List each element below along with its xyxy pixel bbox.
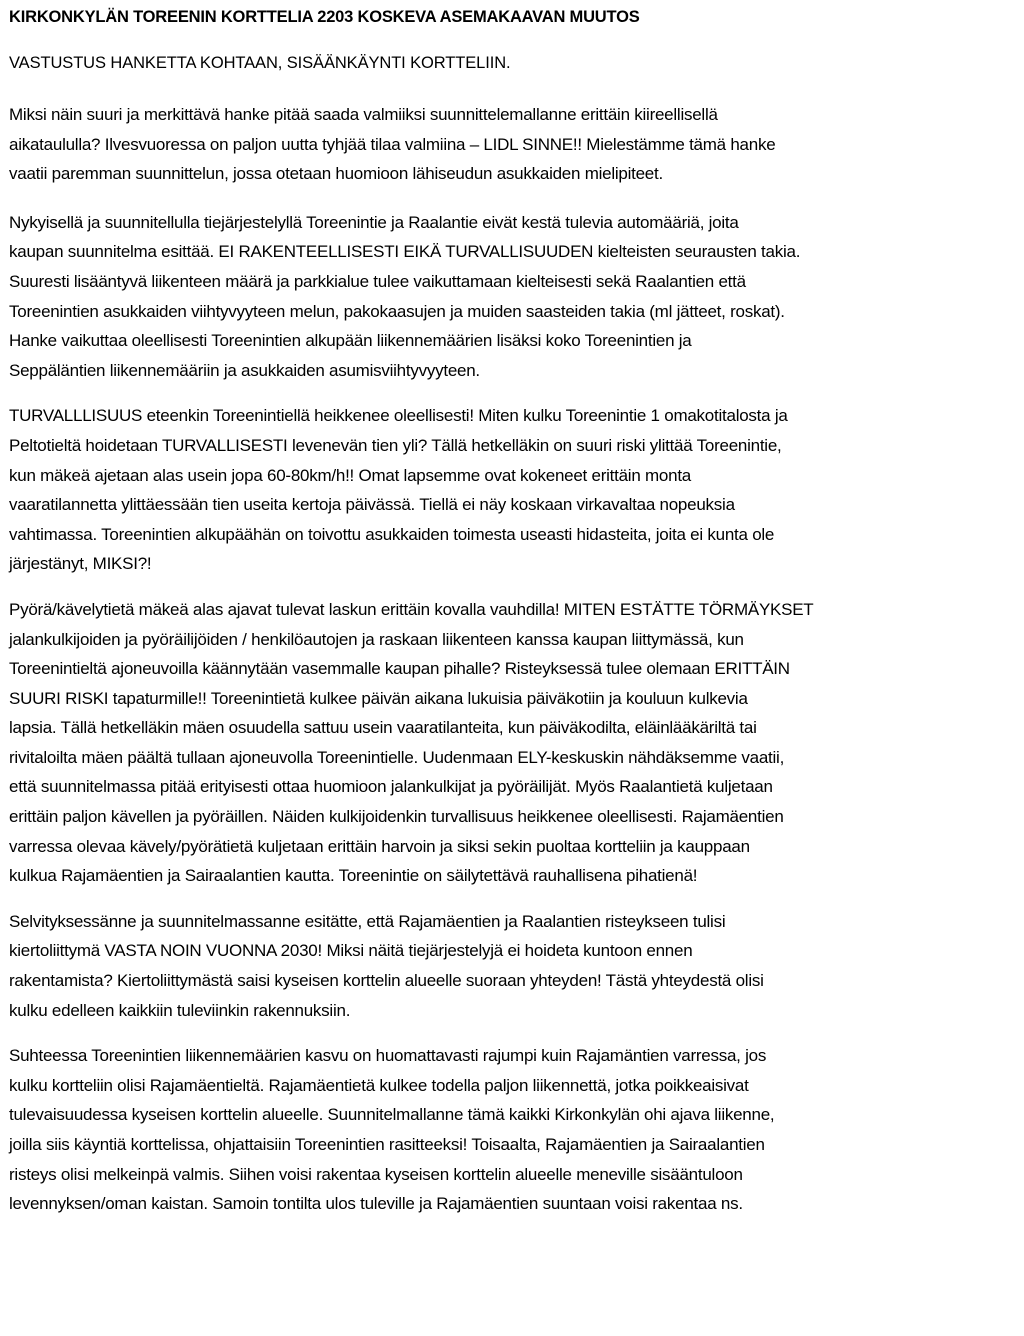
text-line: järjestänyt, MIKSI?! — [9, 554, 152, 574]
text-line: Toreenintien asukkaiden viihtyvyyteen melun, pakokaasujen ja muiden saasteiden takia (ml jätteet, roskat). — [9, 301, 785, 321]
text-line: aikataululla? Ilvesvuoressa on paljon uutta tyhjää tilaa valmiina – LIDL SINNE!! Mielestämme tämä hanke — [9, 134, 776, 154]
text-line: risteys olisi melkeinpä valmis. Siihen voisi rakentaa kyseisen korttelin alueelle meneville sisääntuloon — [9, 1164, 743, 1184]
text-line: vaaratilannetta ylittäessään tien useita kertoja päivässä. Tiellä ei näy koskaan virkavaltaa nopeuksia — [9, 495, 735, 515]
text-line: Toreenintieltä ajoneuvoilla käännytään vasemmalle kaupan pihalle? Risteyksessä tulee olemaan ERITTÄIN — [9, 659, 790, 679]
text-line: vahtimassa. Toreenintien alkupäähän on toivottu asukkaiden toimesta useasti hidasteita, joita ei kunta ole — [9, 524, 775, 544]
text-line: kaupan suunnitelma esittää. EI RAKENTEELLISESTI EIKÄ TURVALLISUUDEN kielteisten seurausten takia. — [9, 242, 801, 262]
text-line: kiertoliittymä VASTA NOIN VUONNA 2030! Miksi näitä tiejärjestelyjä ei hoideta kuntoon ennen — [9, 941, 693, 961]
text-line: jalankulkijoiden ja pyöräilijöiden / henkilöautojen ja raskaan liikenteen kanssa kaupan liittymässä, kun — [9, 629, 744, 649]
text-line: että suunnitelmassa pitää erityisesti ottaa huomioon jalankulkijat ja pyöräilijät. Myös Raalantietä kuljetaan — [9, 777, 773, 797]
text-line: levennyksen/oman kaistan. Samoin tontilta ulos tuleville ja Rajamäentien suuntaan voisi rakentaa ns. — [9, 1194, 743, 1214]
text-line: Suhteessa Toreenintien liikennemäärien kasvu on huomattavasti rajumpi kuin Rajamäntien varressa, jos — [9, 1046, 767, 1066]
text-line: kun mäkeä ajetaan alas usein jopa 60-80km/h!! Omat lapsemme ovat kokeneet erittäin monta — [9, 465, 691, 485]
text-line: kulku kortteliin olisi Rajamäentieltä. Rajamäentietä kulkee todella paljon liikennettä, jotka poikkeaisivat — [9, 1075, 749, 1095]
text-line: lapsia. Tällä hetkelläkin mäen osuudella sattuu usein vaaratilanteita, kun päiväkodilta, eläinlääkäriltä tai — [9, 718, 757, 738]
text-line: kulku edelleen kaikkiin tuleviinkin rakennuksiin. — [9, 1000, 351, 1020]
text-line: Miksi näin suuri ja merkittävä hanke pitää saada valmiiksi suunnittelemallanne erittäin kiireellisellä — [9, 105, 718, 124]
text-line: Pyörä/kävelytietä mäkeä alas ajavat tulevat laskun erittäin kovalla vauhdilla! MITEN ESTÄTTE TÖRMÄYKSET — [9, 599, 814, 619]
text-line: Selvityksessänne ja suunnitelmassanne esitätte, että Rajamäentien ja Raalantien risteykseen tulisi — [9, 911, 726, 931]
text-line: Nykyisellä ja suunnitellulla tiejärjestelyllä Toreenintie ja Raalantie eivät kestä tulevia automääriä, joita — [9, 212, 739, 232]
document-subtitle: VASTUSTUS HANKETTA KOHTAAN, SISÄÄNKÄYNTI KORTTELIIN. — [9, 54, 511, 72]
paragraph-1 — [9, 100, 1019, 189]
text-line: rivitaloilta mäen päältä tullaan ajoneuvolla Toreenintielle. Uudenmaan ELY-keskuskin nähdäksemme vaatii, — [9, 747, 785, 767]
text-line: Hanke vaikuttaa oleellisesti Toreenintien alkupään liikennemäärien lisäksi koko Toreenintien ja — [9, 331, 692, 351]
text-line: TURVALLLISUUS eteenkin Toreenintiellä heikkenee oleellisesti! Miten kulku Toreenintie 1 omakotitalosta ja — [9, 406, 788, 426]
text-line: vaatii paremman suunnittelun, jossa otetaan huomioon lähiseudun asukkaiden mielipiteet. — [9, 164, 663, 184]
text-line: Suuresti lisääntyvä liikenteen määrä ja parkkialue tulee vaikuttamaan kielteisesti sekä Raalantien että — [9, 271, 746, 291]
paragraph-3 — [9, 401, 1019, 579]
text-line: joilla siis käyntiä korttelissa, ohjattaisiin Toreenintien rasitteeksi! Toisaalta, Rajamäentien ja Sairaalantien — [9, 1135, 765, 1154]
document-title: KIRKONKYLÄN TOREENIN KORTTELIA 2203 KOSKEVA ASEMAKAAVAN MUUTOS — [9, 8, 640, 26]
text-line: varressa olevaa kävely/pyörätietä kuljetaan erittäin harvoin ja siksi sekin puoltaa kortteliin ja kauppaan — [9, 836, 750, 856]
text-line: Peltotieltä hoidetaan TURVALLISESTI levenevän tien yli? Tällä hetkelläkin on suuri riski ylittää Toreenintie, — [9, 435, 782, 455]
text-line: Seppäläntien liikennemääriin ja asukkaiden asumisviihtyvyyteen. — [9, 360, 480, 380]
text-line: kulkua Rajamäentien ja Sairaalantien kautta. Toreenintie on säilytettävä rauhallisena pihatienä! — [9, 866, 698, 886]
text-line: rakentamista? Kiertoliittymästä saisi kyseisen korttelin alueelle suoraan yhteyden! Tästä yhteydestä olisi — [9, 971, 764, 991]
paragraph-5 — [9, 907, 1019, 1025]
document-page — [9, 4, 1019, 1219]
paragraph-4 — [9, 595, 1019, 891]
text-line: SUURI RISKI tapaturmille!! Toreenintietä kulkee päivän aikana lukuisia päiväkotiin ja kouluun kulkevia — [9, 688, 748, 708]
paragraph-2 — [9, 208, 1019, 386]
text-line: erittäin paljon kävellen ja pyöräillen. Näiden kulkijoidenkin turvallisuus heikkenee oleellisesti. Rajamäentien — [9, 807, 784, 827]
paragraph-6 — [9, 1041, 1019, 1219]
text-line: tulevaisuudessa kyseisen korttelin alueelle. Suunnitelmallanne tämä kaikki Kirkonkylän ohi ajava liikenne, — [9, 1105, 775, 1125]
